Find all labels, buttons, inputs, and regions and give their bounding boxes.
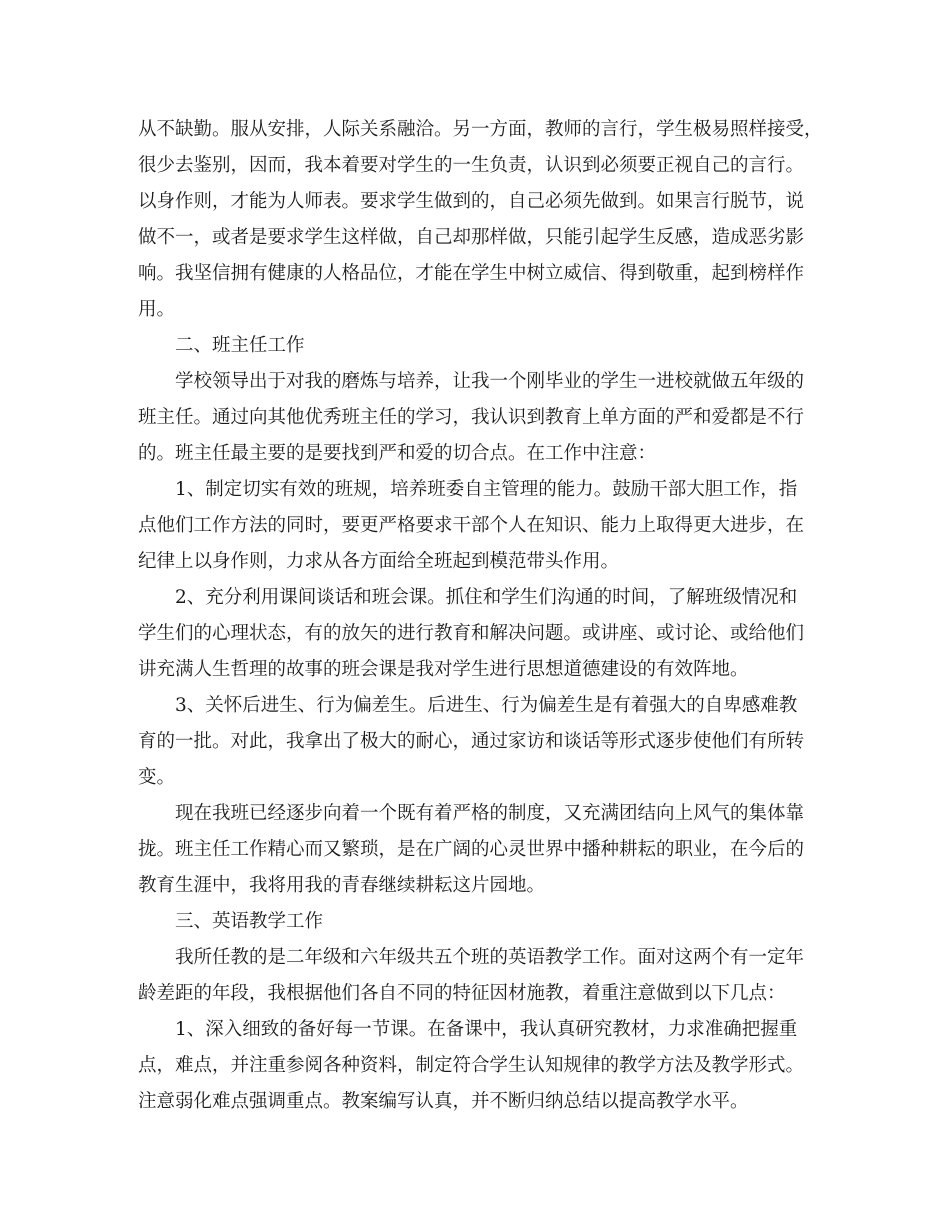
body-line: 注意弱化难点强调重点。教案编写认真，并不断归纳总结以提高教学水平。 <box>138 1091 749 1112</box>
body-line: 学生们的心理状态，有的放矢的进行教育和解决问题。或讲座、或讨论、或给他们 <box>138 623 805 644</box>
body-line: 从不缺勤。服从安排，人际关系融洽。另一方面，教师的言行，学生极易照样接受， <box>138 119 823 140</box>
body-line: 点他们工作方法的同时，要更严格要求干部个人在知识、能力上取得更大进步，在 <box>138 515 805 536</box>
body-line: 班主任。通过向其他优秀班主任的学习，我认识到教育上单方面的严和爱都是不行 <box>138 407 805 428</box>
body-line: 龄差距的年段，我根据他们各自不同的特征因材施教，着重注意做到以下几点： <box>138 983 786 1004</box>
body-line: 教育生涯中，我将用我的青春继续耕耘这片园地。 <box>138 875 546 896</box>
section-heading: 三、英语教学工作 <box>175 911 324 932</box>
list-item-first-line: 1、制定切实有效的班规，培养班委自主管理的能力。鼓励干部大胆工作，指 <box>175 479 798 500</box>
body-line: 很少去鉴别，因而，我本着要对学生的一生负责，认识到必须要正视自己的言行。 <box>138 155 805 176</box>
body-line: 点，难点，并注重参阅各种资料，制定符合学生认知规律的教学方法及教学形式。 <box>138 1055 805 1076</box>
body-line: 纪律上以身作则，力求从各方面给全班起到模范带头作用。 <box>138 551 620 572</box>
body-line: 育的一批。对此，我拿出了极大的耐心，通过家访和谈话等形式逐步使他们有所转 <box>138 731 805 752</box>
paragraph-first-line: 我所任教的是二年级和六年级共五个班的英语教学工作。面对这两个有一定年 <box>175 947 805 968</box>
body-line: 以身作则，才能为人师表。要求学生做到的，自己必须先做到。如果言行脱节，说 <box>138 191 805 212</box>
body-line: 用。 <box>138 299 176 320</box>
list-item-first-line: 1、深入细致的备好每一节课。在备课中，我认真研究教材，力求准确把握重 <box>175 1019 798 1040</box>
section-heading: 二、班主任工作 <box>175 335 305 356</box>
body-line: 讲充满人生哲理的故事的班会课是我对学生进行思想道德建设的有效阵地。 <box>138 659 749 680</box>
body-line: 变。 <box>138 767 176 788</box>
paragraph-first-line: 学校领导出于对我的磨炼与培养，让我一个刚毕业的学生一进校就做五年级的 <box>175 371 805 392</box>
body-line: 做不一，或者是要求学生这样做，自己却那样做，只能引起学生反感，造成恶劣影 <box>138 227 805 248</box>
body-line: 的。班主任最主要的是要找到严和爱的切合点。在工作中注意： <box>138 443 657 464</box>
body-line: 响。我坚信拥有健康的人格品位，才能在学生中树立威信、得到敬重，起到榜样作 <box>138 263 805 284</box>
list-item-first-line: 3、关怀后进生、行为偏差生。后进生、行为偏差生是有着强大的自卑感难教 <box>175 695 798 716</box>
paragraph-first-line: 现在我班已经逐步向着一个既有着严格的制度，又充满团结向上风气的集体靠 <box>175 803 805 824</box>
body-line: 拢。班主任工作精心而又繁琐，是在广阔的心灵世界中播种耕耘的职业，在今后的 <box>138 839 805 860</box>
list-item-first-line: 2、充分利用课间谈话和班会课。抓住和学生们沟通的时间，了解班级情况和 <box>175 587 798 608</box>
